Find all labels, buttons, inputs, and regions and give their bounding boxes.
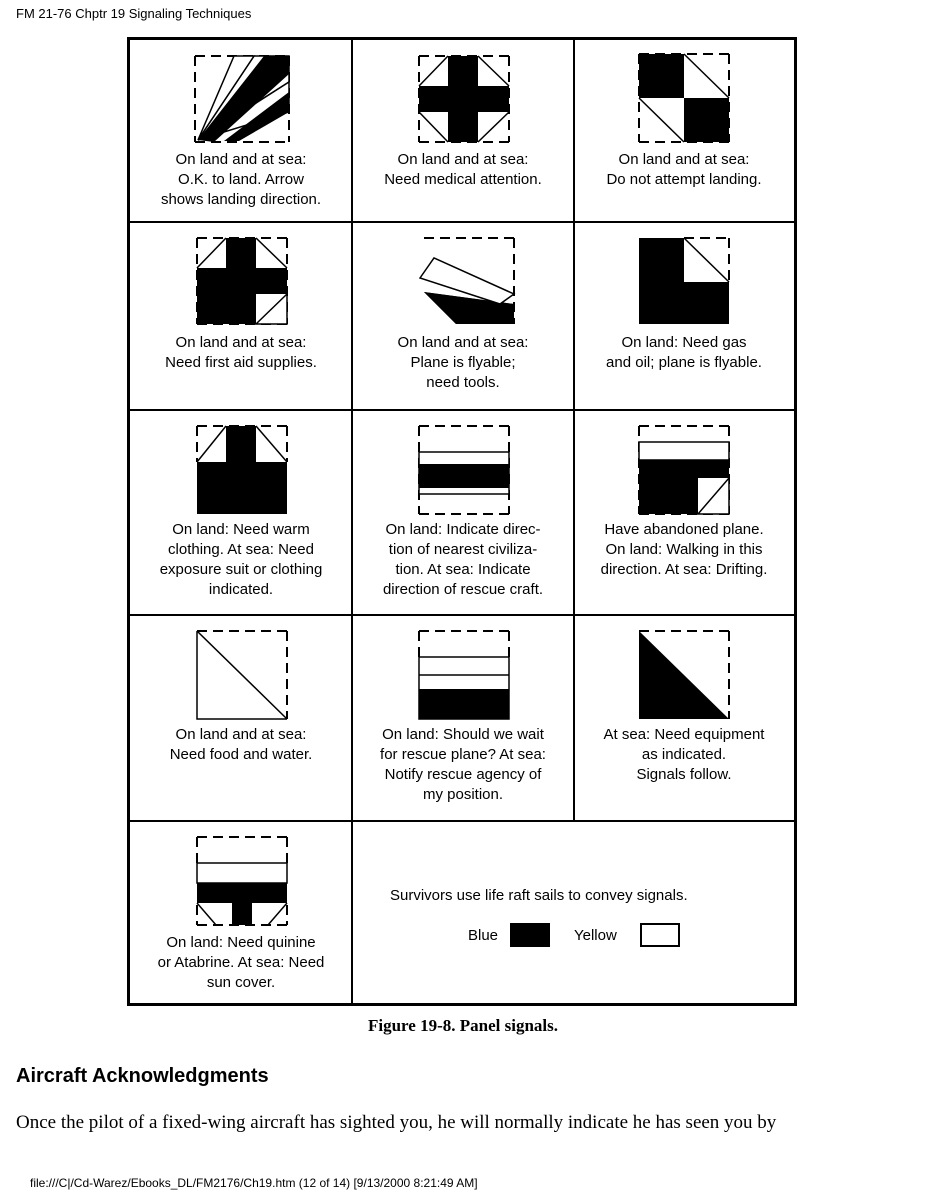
panel-cell bbox=[130, 821, 352, 1003]
caption-line: tion of nearest civiliza- bbox=[388, 541, 538, 558]
legend-cell bbox=[352, 821, 794, 1003]
panel-cell bbox=[352, 410, 574, 615]
panel-cell bbox=[130, 410, 352, 615]
caption-line: On land: Should we wait bbox=[382, 726, 544, 743]
checker-symbol bbox=[638, 50, 730, 144]
legend-yellow-label: Yellow bbox=[574, 927, 617, 944]
panel-caption bbox=[574, 520, 794, 580]
panel-cell bbox=[130, 40, 352, 222]
caption-line: On land: Walking in this bbox=[605, 541, 763, 558]
panel-caption bbox=[130, 520, 352, 600]
caption-line: On land and at sea: bbox=[618, 151, 750, 168]
legend-blue-swatch bbox=[510, 923, 550, 947]
panel-cell bbox=[130, 222, 352, 410]
panel-caption bbox=[574, 150, 794, 190]
panel-caption bbox=[130, 933, 352, 993]
page-footer: file:///C|/Cd-Warez/Ebooks_DL/FM2176/Ch19.htm (12 of 14) [9/13/2000 8:21:49 AM] bbox=[30, 1176, 478, 1190]
caption-line: Plane is flyable; bbox=[410, 354, 516, 371]
panel-caption bbox=[352, 333, 574, 393]
panel-cell bbox=[352, 615, 574, 821]
caption-line: At sea: Need equipment bbox=[603, 726, 765, 743]
panel-cell bbox=[352, 222, 574, 410]
wait-symbol bbox=[418, 627, 510, 721]
caption-line: Notify rescue agency of bbox=[384, 766, 542, 783]
caption-line: On land and at sea: bbox=[397, 334, 529, 351]
panel-cell bbox=[574, 410, 794, 615]
arrow-symbol bbox=[194, 52, 290, 144]
caption-line: need tools. bbox=[426, 374, 500, 391]
caption-line: On land: Indicate direc- bbox=[385, 521, 541, 538]
panel-caption bbox=[130, 333, 352, 373]
legend-yellow-swatch bbox=[640, 923, 680, 947]
panel-cell bbox=[574, 615, 794, 821]
legend-blue-label: Blue bbox=[468, 927, 499, 944]
caption-line: indicated. bbox=[208, 581, 274, 598]
caption-line: my position. bbox=[422, 786, 504, 803]
caption-line: On land and at sea: bbox=[397, 151, 529, 168]
caption-line: exposure suit or clothing bbox=[159, 561, 323, 578]
panel-caption bbox=[574, 725, 794, 785]
panel-caption bbox=[130, 150, 352, 210]
caption-line: On land: Need warm bbox=[172, 521, 310, 538]
caption-line: On land: Need quinine bbox=[166, 934, 316, 951]
flyable-symbol bbox=[408, 234, 518, 328]
caption-line: direction of rescue craft. bbox=[382, 581, 544, 598]
cross-symbol bbox=[418, 52, 510, 144]
caption-line: On land and at sea: bbox=[175, 334, 307, 351]
caption-line: Do not attempt landing. bbox=[606, 171, 762, 188]
panel-cell bbox=[574, 222, 794, 410]
caption-line: On land: Need gas bbox=[621, 334, 747, 351]
caption-line: Need food and water. bbox=[169, 746, 313, 763]
panel-caption bbox=[130, 725, 352, 765]
panel-caption bbox=[352, 520, 574, 600]
caption-line: On land and at sea: bbox=[175, 151, 307, 168]
legend-text: Survivors use life raft sails to convey signals. bbox=[390, 887, 688, 904]
equipment-symbol bbox=[638, 627, 730, 721]
direction-symbol bbox=[418, 422, 510, 516]
caption-line: O.K. to land. Arrow bbox=[178, 171, 304, 188]
caption-line: shows landing direction. bbox=[160, 191, 322, 208]
caption-line: direction. At sea: Drifting. bbox=[600, 561, 768, 578]
caption-line: Have abandoned plane. bbox=[604, 521, 764, 538]
section-heading: Aircraft Acknowledgments bbox=[16, 1065, 269, 1087]
panel-caption bbox=[352, 150, 574, 190]
caption-line: and oil; plane is flyable. bbox=[606, 354, 762, 371]
panel-cell bbox=[574, 40, 794, 222]
caption-line: or Atabrine. At sea: Need bbox=[157, 954, 325, 971]
cross-corner-symbol bbox=[196, 234, 288, 326]
caption-line: sun cover. bbox=[206, 974, 276, 991]
panel-cell bbox=[130, 615, 352, 821]
page-header: FM 21-76 Chptr 19 Signaling Techniques bbox=[16, 6, 252, 21]
food-water-symbol bbox=[196, 627, 288, 721]
caption-line: Need medical attention. bbox=[384, 171, 542, 188]
caption-line: for rescue plane? At sea: bbox=[380, 746, 546, 763]
panel-cell bbox=[352, 40, 574, 222]
caption-line: Need first aid supplies. bbox=[165, 354, 317, 371]
quinine-symbol bbox=[196, 833, 288, 927]
panel-caption bbox=[352, 725, 574, 805]
clothing-symbol bbox=[196, 422, 288, 516]
figure-caption: Figure 19-8. Panel signals. bbox=[368, 1016, 558, 1035]
caption-line: tion. At sea: Indicate bbox=[395, 561, 531, 578]
body-paragraph: Once the pilot of a fixed-wing aircraft has sighted you, he will normally indicate he has seen you by bbox=[16, 1112, 777, 1133]
caption-line: On land and at sea: bbox=[175, 726, 307, 743]
gas-oil-symbol bbox=[638, 234, 730, 326]
panel-caption bbox=[574, 333, 794, 373]
caption-line: as indicated. bbox=[641, 746, 727, 763]
abandoned-symbol bbox=[638, 422, 730, 516]
caption-line: clothing. At sea: Need bbox=[168, 541, 314, 558]
panel-signals-figure bbox=[127, 37, 797, 1006]
caption-line: Signals follow. bbox=[636, 766, 732, 783]
